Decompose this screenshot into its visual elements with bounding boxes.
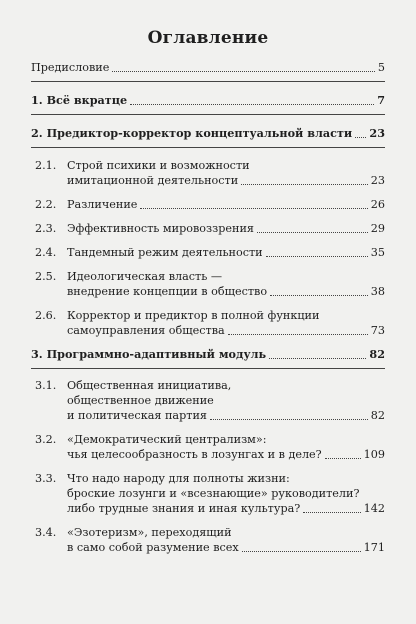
toc-entry-page: 26 bbox=[370, 198, 385, 211]
separator-line bbox=[31, 368, 385, 369]
dot-leader bbox=[210, 419, 368, 420]
toc-entry-page: 7 bbox=[377, 93, 385, 107]
toc-entry-text: Строй психики и возможности bbox=[67, 159, 250, 172]
toc-entry-page: 29 bbox=[370, 222, 385, 235]
toc-entry-page: 109 bbox=[363, 448, 385, 461]
toc-entry-text: Корректор и предиктор в полной функции bbox=[67, 309, 320, 322]
toc-entry-text: чья целесообразность в лозунгах и в деле? bbox=[67, 448, 322, 461]
toc-entry[interactable] bbox=[31, 126, 385, 141]
toc-entry[interactable] bbox=[31, 347, 385, 362]
toc-entry-number: 2.3. bbox=[35, 222, 57, 235]
toc-entry[interactable] bbox=[31, 221, 385, 236]
toc-entry[interactable] bbox=[31, 525, 385, 555]
toc-entry-number: 2.5. bbox=[35, 270, 57, 283]
toc-entry-text: Идеологическая власть — bbox=[67, 270, 223, 283]
toc-entry[interactable] bbox=[31, 471, 385, 516]
toc-entry[interactable] bbox=[31, 308, 385, 338]
toc-entry-text: Различение bbox=[67, 198, 138, 211]
dot-leader bbox=[266, 256, 368, 257]
toc-entry-text: Тандемный режим деятельности bbox=[67, 246, 263, 259]
dot-leader bbox=[355, 137, 366, 138]
dot-leader bbox=[269, 358, 366, 359]
toc-entry-page: 82 bbox=[369, 347, 385, 361]
toc-entry[interactable] bbox=[31, 60, 385, 75]
toc-entry-text: в само собой разумение всех bbox=[67, 541, 239, 554]
toc-entry[interactable] bbox=[31, 158, 385, 188]
toc-entry[interactable] bbox=[31, 378, 385, 423]
toc-entry-number: 2.2. bbox=[35, 198, 57, 211]
toc-entry-text: самоуправления общества bbox=[67, 324, 225, 337]
toc-entry-text: «Эзотеризм», переходящий bbox=[67, 526, 232, 539]
toc-entry-text: внедрение концепции в общество bbox=[67, 285, 268, 298]
toc-entry-text: броские лозунги и «всезнающие» руководители? bbox=[67, 487, 360, 500]
dot-leader bbox=[228, 334, 368, 335]
toc-entry-page: 23 bbox=[370, 174, 385, 187]
dot-leader bbox=[257, 232, 368, 233]
toc-entry[interactable] bbox=[31, 197, 385, 212]
toc-entry-page: 38 bbox=[370, 285, 385, 298]
dot-leader bbox=[303, 512, 360, 513]
dot-leader bbox=[241, 184, 368, 185]
page-title: Оглавление bbox=[147, 28, 269, 48]
toc-entry-page: 82 bbox=[370, 409, 385, 422]
toc-entry-text: 3. Программно-адаптивный модуль bbox=[31, 347, 267, 361]
toc-entry-text: общественное движение bbox=[67, 394, 214, 407]
toc-entry-page: 171 bbox=[363, 541, 385, 554]
toc-entry-page: 73 bbox=[370, 324, 385, 337]
dot-leader bbox=[140, 208, 367, 209]
toc-entry-text: либо трудные знания и иная культура? bbox=[67, 502, 301, 515]
toc-entry-text: имитационной деятельности bbox=[67, 174, 239, 187]
dot-leader bbox=[130, 104, 374, 105]
toc-entry-page: 35 bbox=[370, 246, 385, 259]
toc-entry-number: 2.6. bbox=[35, 309, 57, 322]
toc-entry-number: 3.2. bbox=[35, 433, 57, 446]
toc-entry-page: 23 bbox=[369, 126, 385, 140]
toc-entry-text: и политическая партия bbox=[67, 409, 207, 422]
dot-leader bbox=[112, 71, 375, 72]
toc-entry[interactable] bbox=[31, 93, 385, 108]
table-of-contents bbox=[31, 60, 385, 555]
separator-line bbox=[31, 147, 385, 148]
toc-entry[interactable] bbox=[31, 432, 385, 462]
dot-leader bbox=[270, 295, 368, 296]
toc-entry-text: Что надо народу для полноты жизни: bbox=[67, 472, 290, 485]
toc-entry-page: 5 bbox=[377, 61, 385, 74]
toc-entry[interactable] bbox=[31, 245, 385, 260]
toc-entry-number: 3.1. bbox=[35, 379, 57, 392]
toc-entry-text: 1. Всё вкратце bbox=[31, 93, 128, 107]
toc-entry-number: 2.4. bbox=[35, 246, 57, 259]
toc-entry-number: 3.4. bbox=[35, 526, 57, 539]
separator-line bbox=[31, 114, 385, 115]
dot-leader bbox=[242, 551, 361, 552]
toc-entry-text: Предисловие bbox=[31, 61, 110, 74]
toc-entry-text: «Демократический централизм»: bbox=[67, 433, 267, 446]
separator-line bbox=[31, 81, 385, 82]
toc-entry-page: 142 bbox=[363, 502, 385, 515]
toc-entry-text: 2. Предиктор-корректор концептуальной власти bbox=[31, 126, 353, 140]
dot-leader bbox=[325, 458, 361, 459]
toc-entry-text: Общественная инициатива, bbox=[67, 379, 232, 392]
toc-entry-number: 2.1. bbox=[35, 159, 57, 172]
toc-entry-number: 3.3. bbox=[35, 472, 57, 485]
toc-entry[interactable] bbox=[31, 269, 385, 299]
toc-entry-text: Эффективность мировоззрения bbox=[67, 222, 254, 235]
